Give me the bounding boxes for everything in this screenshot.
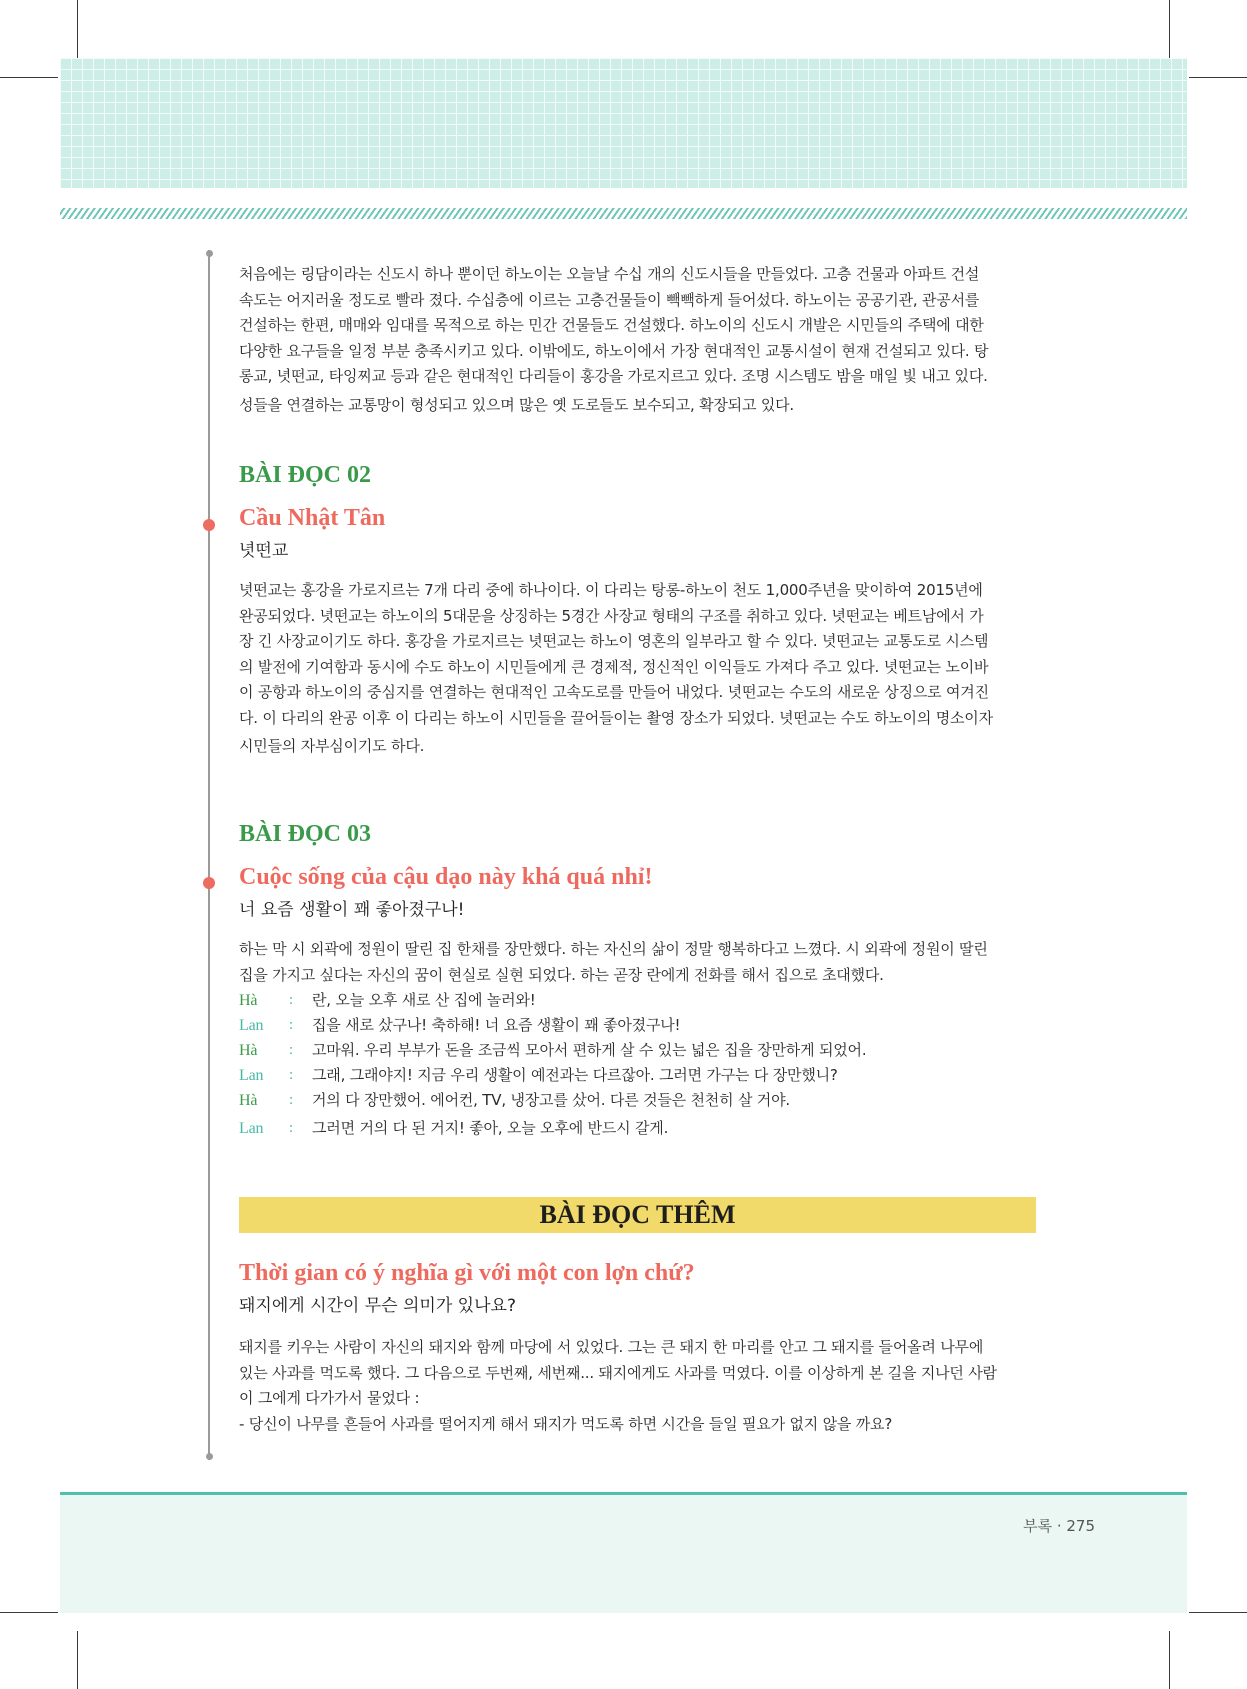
extra-title-vi: Thời gian có ý nghĩa gì với một con lợn chứ?: [239, 1260, 695, 1286]
dialogue-line: [239, 1116, 1036, 1141]
intro-line: 성들을 연결하는 교통망이 형성되고 있으며 많은 옛 도로들도 보수되고, 확장되고 있다.: [239, 395, 794, 414]
extra-line: - 당신이 나무를 흔들어 사과를 떨어지게 해서 돼지가 먹도록 하면 시간을 들일 필요가 없지 않을 까요?: [239, 1414, 893, 1433]
lesson02-line: 시민들의 자부심이기도 하다.: [239, 737, 425, 755]
dialogue-text: 그래, 그래야지! 지금 우리 생활이 예전과는 다르잖아. 그러면 가구는 다 장만했니?: [312, 1066, 838, 1084]
intro-line: 다양한 요구들을 일정 부분 충족시키고 있다. 이밖에도, 하노이에서 가장 현대적인 교통시설이 현재 건설되고 있다. 탕: [239, 341, 989, 360]
speaker-colon: :: [289, 1042, 293, 1058]
lesson03-label: BÀI ĐỌC 03: [239, 821, 372, 847]
speaker-colon: :: [289, 992, 293, 1008]
speaker-colon: :: [289, 1067, 293, 1083]
crop-mark: [1169, 1631, 1170, 1689]
dialogue-text: 집을 새로 샀구나! 축하해! 너 요즘 생활이 꽤 좋아졌구나!: [312, 1016, 681, 1034]
speaker-name: Hà: [239, 1042, 258, 1059]
intro-line: 처음에는 링담이라는 신도시 하나 뿐이던 하노이는 오늘날 수십 개의 신도시들을 만들었다. 고층 건물과 아파트 건설: [239, 265, 980, 283]
dialogue-line: [239, 1088, 1036, 1113]
dialogue-text: 고마워. 우리 부부가 돈을 조금씩 모아서 편하게 살 수 있는 넓은 집을 장만하게 되었어.: [312, 1041, 867, 1059]
dialogue-list: [239, 988, 1036, 1141]
speaker-name: Lan: [239, 1067, 264, 1084]
lesson02-label: BÀI ĐỌC 02: [239, 462, 372, 488]
extra-section: [239, 1260, 1036, 1316]
timeline-marker-lesson03: [203, 877, 215, 889]
extra-line: 돼지를 키우는 사람이 자신의 돼지와 함께 마당에 서 있었다. 그는 큰 돼지 한 마리를 안고 그 돼지를 들어올려 나무에: [239, 1338, 984, 1356]
lesson02-section: [239, 462, 1036, 561]
intro-line: 속도는 어지러울 정도로 빨라 졌다. 수십층에 이르는 고층건물들이 빽빽하게 들어섰다. 하노이는 공공기관, 관공서를: [239, 290, 980, 309]
dialogue-text: 란, 오늘 오후 새로 산 집에 놀러와!: [312, 991, 536, 1009]
timeline-dot: [206, 250, 213, 257]
timeline-line: [208, 250, 210, 1460]
lesson02-line: 녓떤교는 홍강을 가로지르는 7개 다리 중에 하나이다. 이 다리는 탕롱-하노이 천도 1,000주년을 맞이하여 2015년에: [239, 581, 983, 599]
extra-line: 이 그에게 다가가서 물었다 :: [239, 1389, 420, 1407]
lesson02-line: 다. 이 다리의 완공 이후 이 다리는 하노이 시민들을 끌어들이는 촬영 장소가 되었다. 녓떤교는 수도 하노이의 명소이자: [239, 708, 993, 727]
lesson03-line: 집을 가지고 싶다는 자신의 꿈이 현실로 실현 되었다. 하는 곧장 란에게 전화를 해서 집으로 초대했다.: [239, 965, 884, 984]
timeline-dot: [206, 1453, 213, 1460]
extra-paragraph: [239, 1335, 1036, 1437]
speaker-name: Hà: [239, 992, 258, 1009]
lesson03-title-ko: 너 요즘 생활이 꽤 좋아졌구나!: [239, 900, 465, 920]
crop-mark: [1169, 0, 1170, 58]
lesson03-section: [239, 821, 1036, 920]
lesson02-title-vi: Cầu Nhật Tân: [239, 505, 386, 531]
extra-title-ko: 돼지에게 시간이 무슨 의미가 있나요?: [239, 1296, 516, 1316]
dialogue-line: [239, 1063, 1036, 1088]
crop-mark: [1189, 77, 1247, 78]
speaker-name: Lan: [239, 1120, 264, 1137]
header-grid-banner: [60, 58, 1187, 188]
dialogue-line: [239, 1038, 1036, 1063]
dialogue-text: 거의 다 장만했어. 에어컨, TV, 냉장고를 샀어. 다른 것들은 천천히 살 거야.: [312, 1091, 790, 1109]
lesson02-line: 의 발전에 기여함과 동시에 수도 하노이 시민들에게 큰 경제적, 정신적인 이익들도 가져다 주고 있다. 녓떤교는 노이바: [239, 657, 989, 676]
timeline-marker-lesson02: [203, 519, 215, 531]
footer-band: [60, 1495, 1187, 1613]
intro-line: 롱교, 녓떤교, 타잉찌교 등과 같은 현대적인 다리들이 홍강을 가로지르고 있다. 조명 시스템도 밤을 매일 빛 내고 있다.: [239, 367, 988, 385]
extra-line: 있는 사과를 먹도록 했다. 그 다음으로 두번째, 세번째... 돼지에게도 사과를 먹였다. 이를 이상하게 본 길을 지나던 사람: [239, 1363, 997, 1382]
intro-line: 건설하는 한편, 매매와 임대를 목적으로 하는 민간 건물들도 건설했다. 하노이의 신도시 개발은 시민들의 주택에 대한: [239, 316, 984, 334]
speaker-colon: :: [289, 1017, 293, 1033]
crop-mark: [77, 1631, 78, 1689]
lesson03-paragraph: [239, 937, 1036, 1141]
speaker-colon: :: [289, 1092, 293, 1108]
lesson03-line: 하는 막 시 외곽에 정원이 딸린 집 한채를 장만했다. 하는 자신의 삶이 정말 행복하다고 느꼈다. 시 외곽에 정원이 딸린: [239, 940, 988, 958]
lesson02-line: 이 공항과 하노이의 중심지를 연결하는 현대적인 고속도로를 만들어 내었다. 녓떤교는 수도의 새로운 상징으로 여겨진: [239, 683, 989, 701]
intro-paragraph: [239, 262, 1036, 418]
page-number: 부록 · 275: [1023, 1517, 1095, 1535]
extra-reading-banner: BÀI ĐỌC THÊM: [239, 1197, 1036, 1233]
crop-mark: [0, 77, 58, 78]
lesson03-title-vi: Cuộc sống của cậu dạo này khá quá nhỉ!: [239, 864, 653, 890]
lesson02-line: 완공되었다. 녓떤교는 하노이의 5대문을 상징하는 5경간 사장교 형태의 구조를 취하고 있다. 녓떤교는 베트남에서 가: [239, 606, 984, 625]
speaker-name: Lan: [239, 1017, 264, 1034]
crop-mark: [77, 0, 78, 58]
lesson02-line: 장 긴 사장교이기도 하다. 홍강을 가로지르는 녓떤교는 하노이 영혼의 일부라고 할 수 있다. 녓떤교는 교통도로 시스템: [239, 632, 989, 650]
crop-mark: [1189, 1612, 1247, 1613]
dialogue-text: 그러면 거의 다 된 거지! 좋아, 오늘 오후에 반드시 갈게.: [312, 1119, 669, 1137]
speaker-name: Hà: [239, 1092, 258, 1109]
dialogue-line: [239, 988, 1036, 1013]
crop-mark: [0, 1612, 58, 1613]
lesson02-paragraph: [239, 578, 1036, 760]
lesson02-title-ko: 녓떤교: [239, 541, 289, 561]
speaker-colon: :: [289, 1120, 293, 1136]
header-hatch-stripe: [60, 208, 1187, 219]
dialogue-line: [239, 1013, 1036, 1038]
